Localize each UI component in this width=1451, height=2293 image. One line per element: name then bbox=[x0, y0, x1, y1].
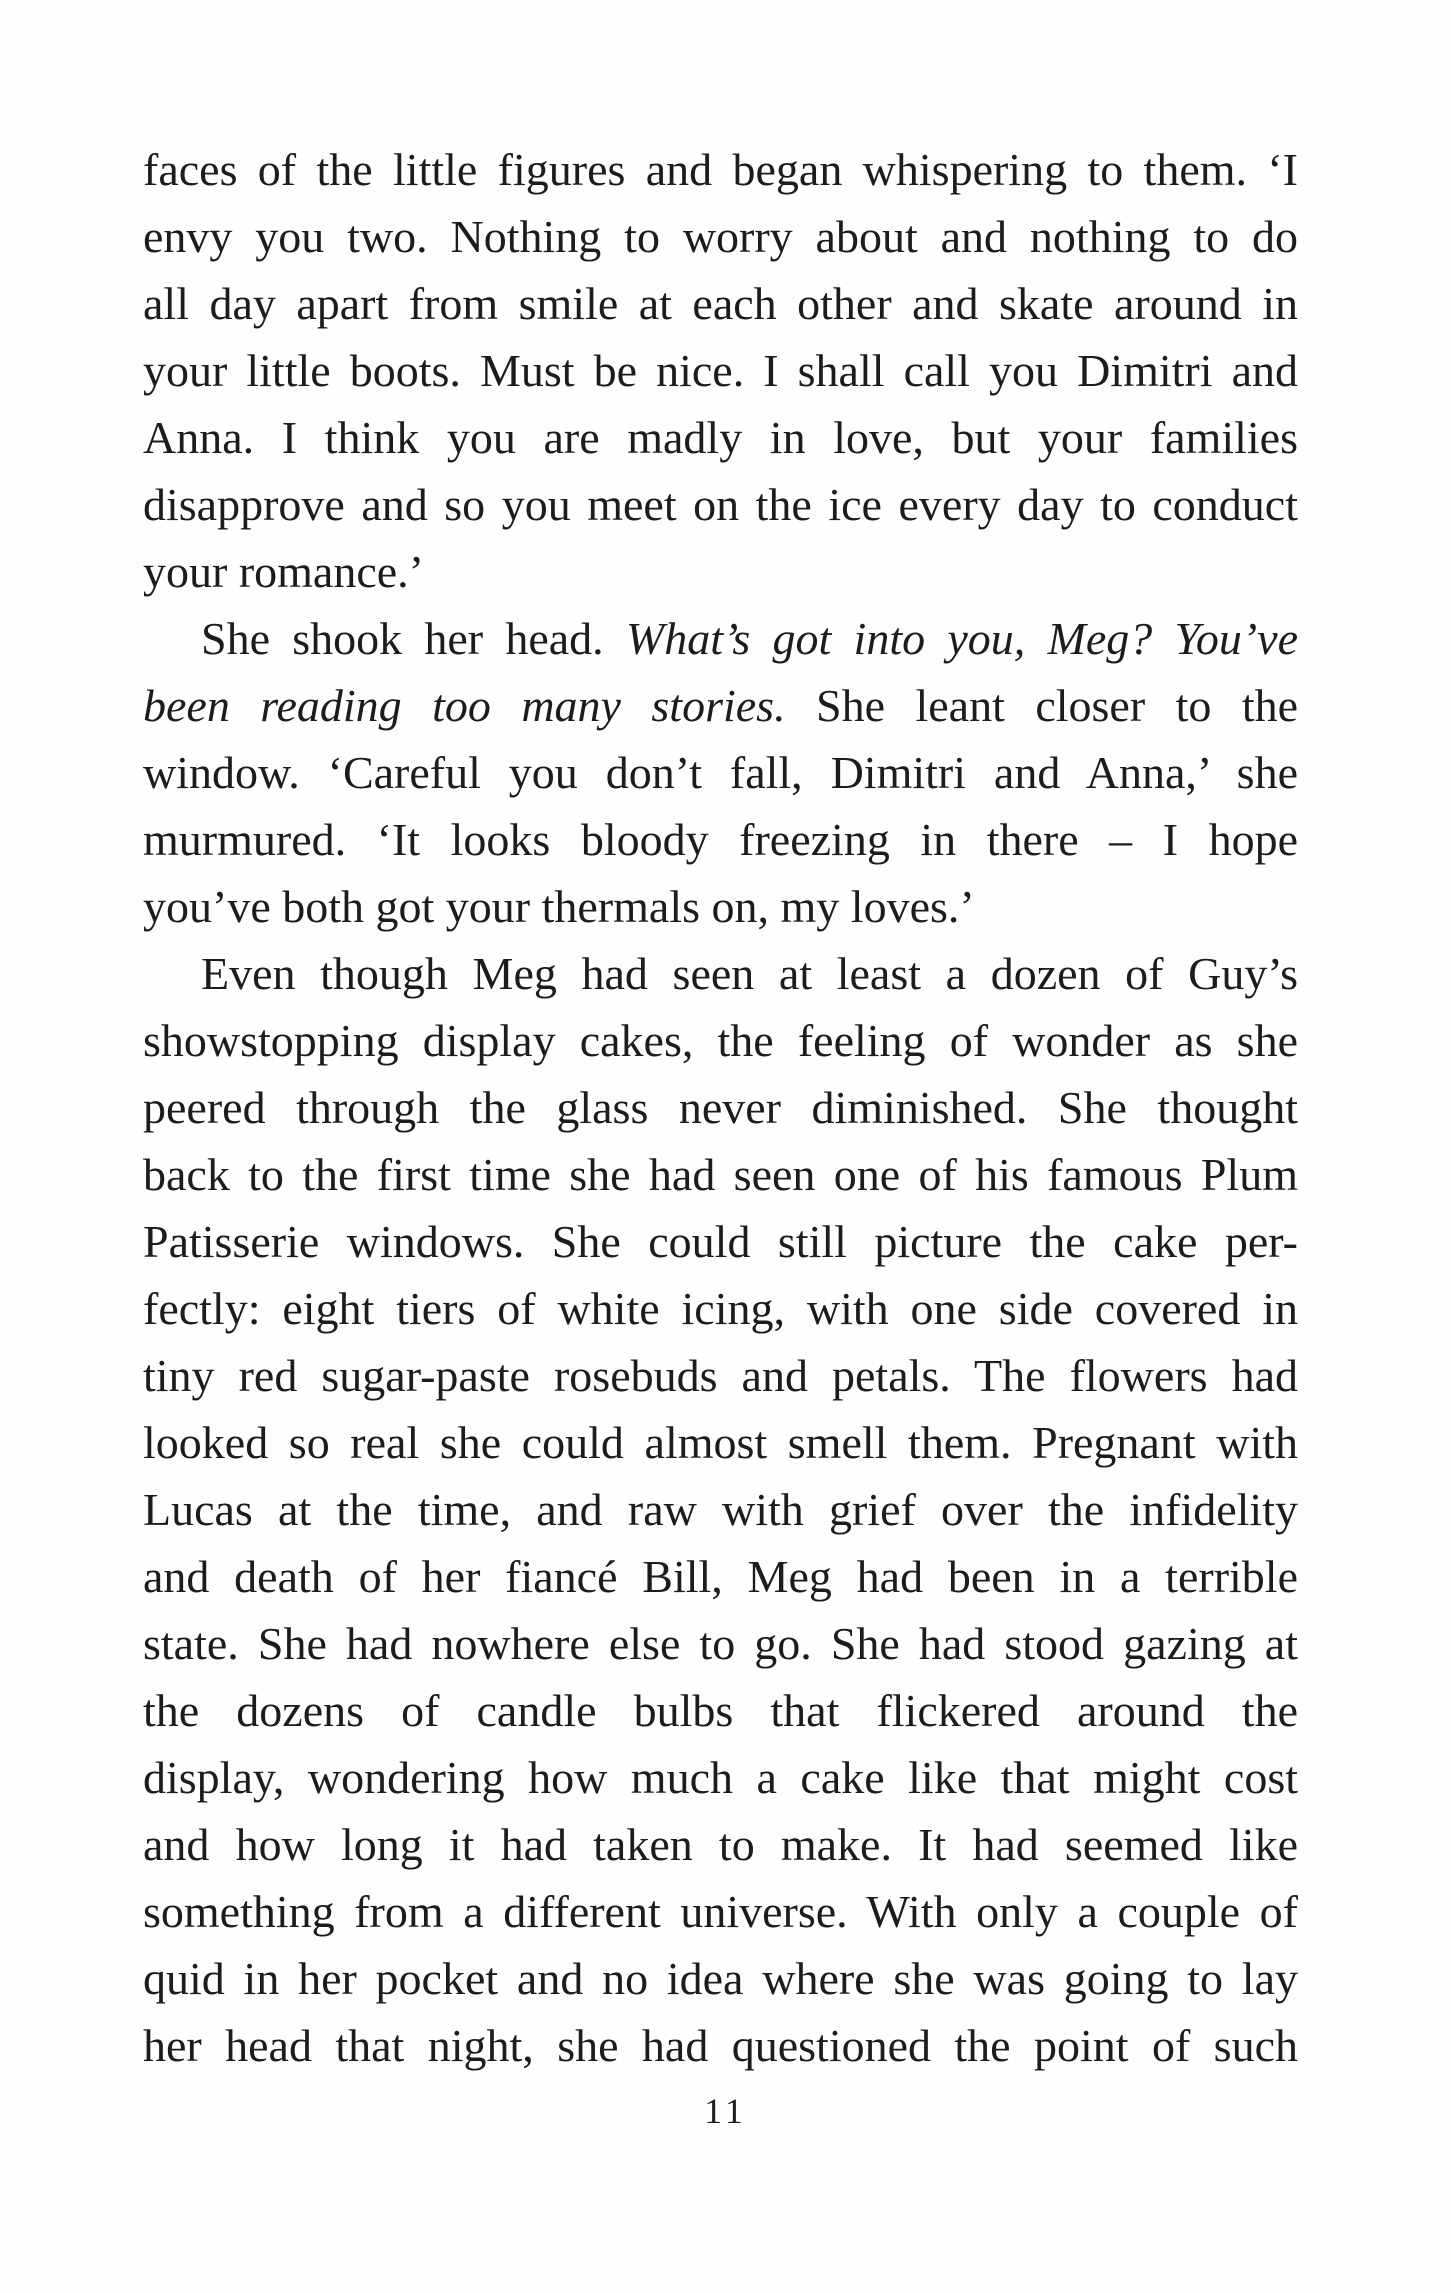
text-line: envy you two. Nothing to worry about and nothing to do bbox=[143, 211, 1298, 262]
text-line: something from a different universe. With only a couple of bbox=[143, 1886, 1298, 1937]
text-line: you’ve both got your thermals on, my loves.’ bbox=[143, 881, 975, 932]
text-line: fectly: eight tiers of white icing, with one side covered in bbox=[143, 1283, 1298, 1334]
text-line: display, wondering how much a cake like that might cost bbox=[143, 1752, 1298, 1803]
text-line bbox=[143, 672, 1298, 739]
text-line: window. ‘Careful you don’t fall, Dimitri and Anna,’ she bbox=[143, 747, 1298, 798]
text-line: quid in her pocket and no idea where she was going to lay bbox=[143, 1953, 1298, 2004]
text-line: your romance.’ bbox=[143, 546, 424, 597]
text-line: looked so real she could almost smell them. Pregnant with bbox=[143, 1417, 1298, 1468]
text-line: Lucas at the time, and raw with grief over the infidelity bbox=[143, 1484, 1298, 1535]
italic-thought: been reading too many stories. bbox=[143, 680, 786, 731]
text-line: state. She had nowhere else to go. She had stood gazing at bbox=[143, 1618, 1298, 1669]
italic-thought: What’s got into you, Meg? You’ve bbox=[625, 613, 1298, 664]
text-line: back to the first time she had seen one of his famous Plum bbox=[143, 1149, 1298, 1200]
text-fragment: She shook her head. bbox=[201, 613, 604, 664]
text-line: Even though Meg had seen at least a dozen of Guy’s bbox=[201, 948, 1298, 999]
text-line: tiny red sugar-paste rosebuds and petals. The flowers had bbox=[143, 1350, 1298, 1401]
text-line: and how long it had taken to make. It had seemed like bbox=[143, 1819, 1298, 1870]
text-line: and death of her fiancé Bill, Meg had been in a terrible bbox=[143, 1551, 1298, 1602]
page-number: 11 bbox=[704, 2091, 747, 2131]
text-line: faces of the little figures and began whispering to them. ‘I bbox=[143, 144, 1298, 195]
body-text bbox=[143, 136, 1298, 2079]
text-line: the dozens of candle bulbs that flickered around the bbox=[143, 1685, 1298, 1736]
text-line: all day apart from smile at each other and skate around in bbox=[143, 278, 1298, 329]
text-line: disapprove and so you meet on the ice every day to conduct bbox=[143, 479, 1298, 530]
text-line: showstopping display cakes, the feeling of wonder as she bbox=[143, 1015, 1298, 1066]
text-line: murmured. ‘It looks bloody freezing in there – I hope bbox=[143, 814, 1298, 865]
text-line bbox=[143, 605, 1298, 672]
text-line: peered through the glass never diminished. She thought bbox=[143, 1082, 1298, 1133]
text-line: Patisserie windows. She could still picture the cake per- bbox=[143, 1216, 1298, 1267]
text-line: your little boots. Must be nice. I shall call you Dimitri and bbox=[143, 345, 1298, 396]
text-fragment: She leant closer to the bbox=[816, 680, 1299, 731]
text-line: Anna. I think you are madly in love, but your families bbox=[143, 412, 1298, 463]
text-line: her head that night, she had questioned the point of such bbox=[143, 2020, 1298, 2071]
